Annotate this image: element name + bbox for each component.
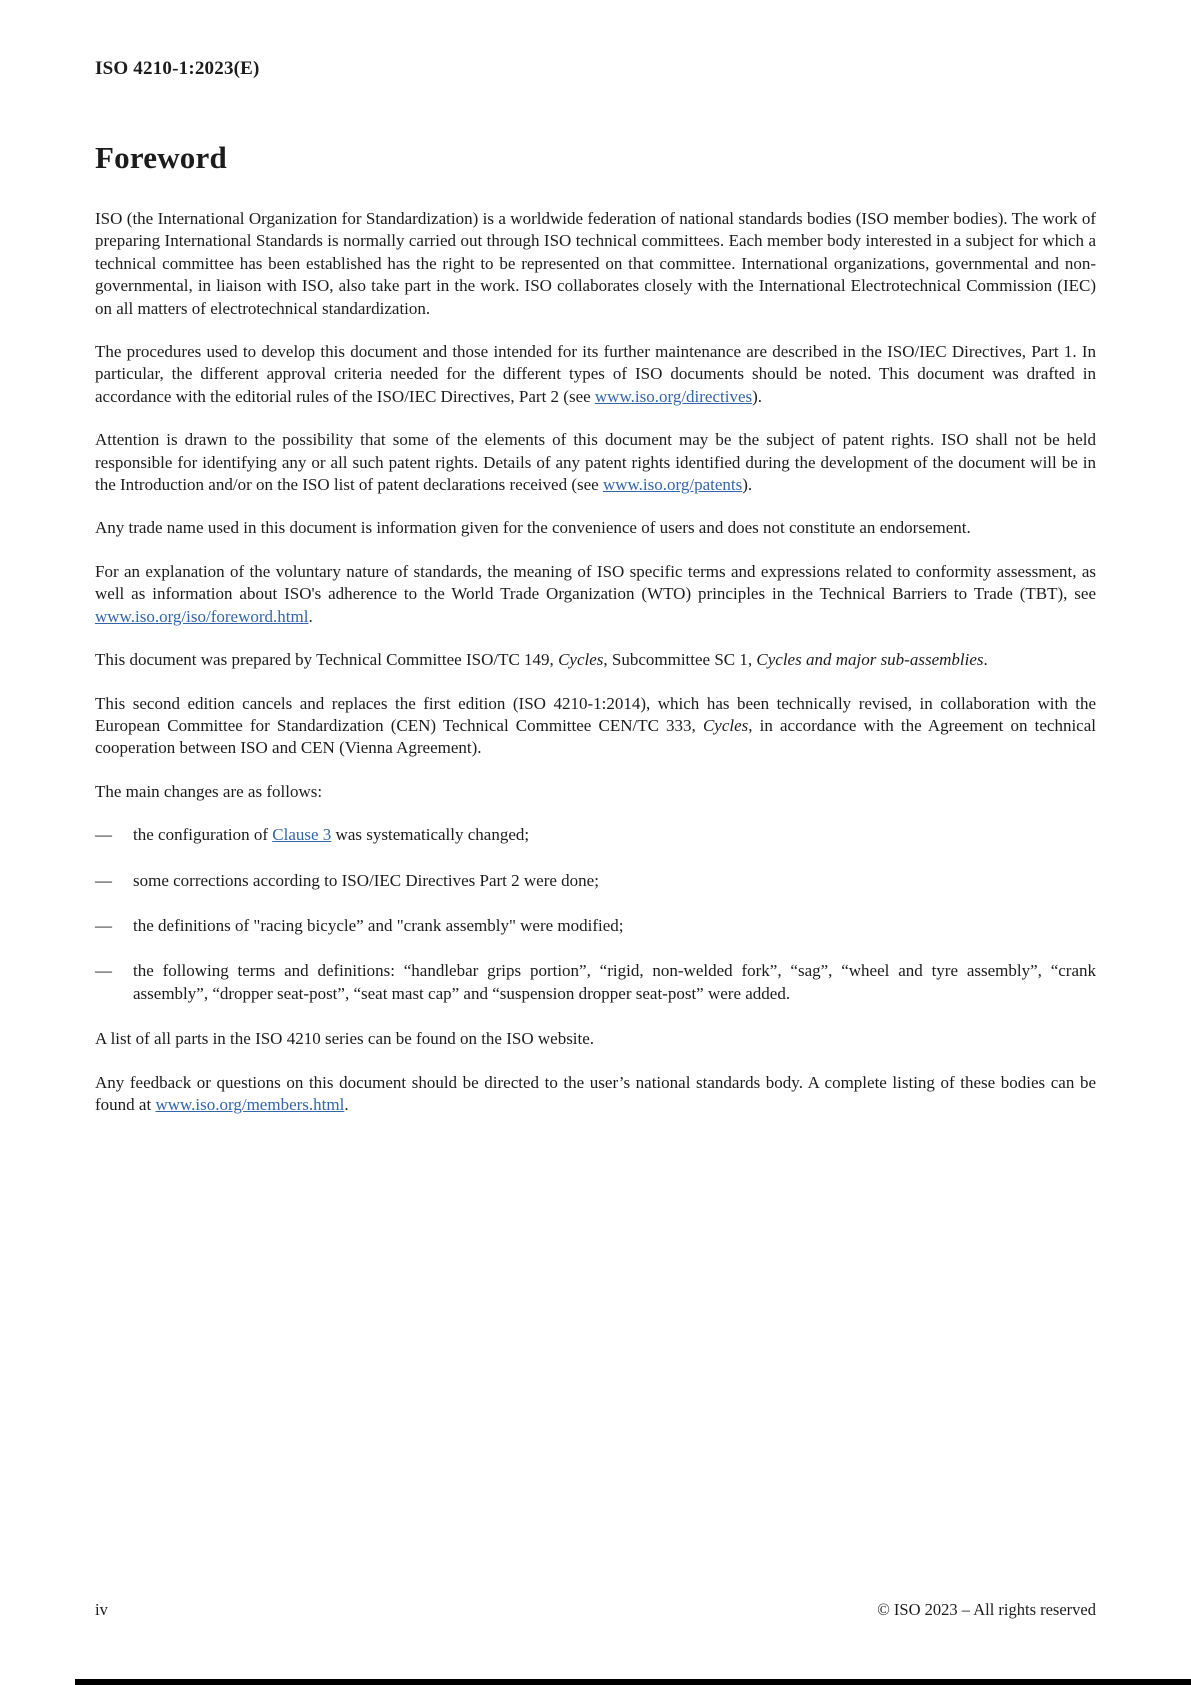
list-item bbox=[95, 870, 1096, 892]
text: ). bbox=[742, 475, 753, 495]
foreword-body bbox=[95, 208, 1096, 1116]
text: Attention is drawn to the possibility that some of the elements of this document may be the subject of patent rights. ISO shall not be held responsible for identifying any or all such patent rights. Details of any patent rights identified during the development of the document will be in the Introduction and/or on the ISO list of patent declarations received (see bbox=[95, 430, 1096, 495]
document-header: ISO 4210-1:2023(E) bbox=[95, 58, 260, 79]
list-dash: — bbox=[95, 961, 112, 981]
link[interactable]: Clause 3 bbox=[272, 825, 332, 845]
paragraph bbox=[95, 561, 1096, 628]
page-number: iv bbox=[95, 1600, 108, 1619]
text: the configuration of bbox=[133, 825, 273, 845]
text: , Subcommittee SC 1, bbox=[603, 650, 757, 670]
copyright-notice: © ISO 2023 – All rights reserved bbox=[877, 1600, 1096, 1619]
list-item bbox=[95, 824, 1096, 846]
paragraph bbox=[95, 1072, 1096, 1117]
paragraph bbox=[95, 649, 1096, 671]
text: the definitions of "racing bicycle” and "crank assembly" were modified; bbox=[133, 915, 624, 935]
text: . bbox=[983, 650, 988, 670]
page-footer bbox=[95, 1600, 1096, 1620]
list-item bbox=[95, 960, 1096, 1005]
list-dash: — bbox=[95, 870, 112, 890]
text: . bbox=[344, 1094, 349, 1114]
list-dash: — bbox=[95, 825, 112, 845]
list-dash: — bbox=[95, 915, 112, 935]
text: For an explanation of the voluntary nature of standards, the meaning of ISO specific terms and expressions related to conformity assessment, as well as information about ISO's adherence to the World Trade Organization (WTO) principles in the Technical Barriers to Trade (TBT), see bbox=[95, 561, 1096, 604]
italic-text: Cycles bbox=[558, 650, 604, 670]
italic-text: Cycles bbox=[702, 715, 749, 735]
text: The procedures used to develop this document and those intended for its further maintenance are described in the ISO/IEC Directives, Part 1. In particular, the different approval criteria needed for the different types of ISO documents should be noted. This document was drafted in accordance with the editorial rules of the ISO/IEC Directives, Part 2 (see bbox=[95, 342, 1096, 406]
paragraph bbox=[95, 208, 1096, 320]
list-item-text bbox=[133, 824, 1096, 846]
page-title: Foreword bbox=[95, 140, 227, 175]
paragraph bbox=[95, 429, 1096, 496]
list-item-text bbox=[133, 960, 1096, 1005]
text: The main changes are as follows: bbox=[95, 781, 323, 801]
link[interactable]: www.iso.org/members.html bbox=[155, 1094, 345, 1114]
text: . bbox=[308, 606, 313, 626]
text: A list of all parts in the ISO 4210 series can be found on the ISO website. bbox=[95, 1029, 595, 1049]
list-item-text bbox=[133, 915, 1096, 937]
text: some corrections according to ISO/IEC Directives Part 2 were done; bbox=[133, 870, 599, 890]
text: the following terms and definitions: “handlebar grips portion”, “rigid, non-welded fork”, “sag”, “wheel and tyre assembly”, “crank assembly”, “dropper seat-post”, “seat mast cap” and “suspension dropper seat-post” were added. bbox=[133, 961, 1096, 1003]
text: Any trade name used in this document is information given for the convenience of users and does not constitute an endorsement. bbox=[95, 518, 971, 538]
text: ). bbox=[752, 386, 763, 406]
text: This second edition cancels and replaces the first edition (ISO 4210-1:2014), which has been technically revised, in collaboration with the European Committee for Standardization (CEN) Technical Committee CEN/TC 333, bbox=[95, 693, 1096, 735]
bottom-bar bbox=[75, 1679, 1191, 1685]
text: ISO (the International Organization for Standardization) is a worldwide federation of national standards bodies (ISO member bodies). The work of preparing International Standards is normally carried out through ISO technical committees. Each member body interested in a subject for which a technical committee has been established has the right to be represented on that committee. International organizations, governmental and non-governmental, in liaison with ISO, also take part in the work. ISO collaborates closely with the International Electrotechnical Commission (IEC) on all matters of electrotechnical standardization. bbox=[95, 209, 1096, 318]
paragraph bbox=[95, 693, 1096, 760]
text: This document was prepared by Technical Committee ISO/TC 149, bbox=[95, 650, 559, 670]
paragraph bbox=[95, 517, 1096, 539]
text: , in accordance with the Agreement on technical cooperation between ISO and CEN (Vienna Agreement). bbox=[95, 715, 1096, 758]
italic-text: Cycles and major sub-assemblies bbox=[756, 650, 984, 670]
link[interactable]: www.iso.org/patents bbox=[602, 475, 743, 495]
link[interactable]: www.iso.org/iso/foreword.html bbox=[95, 606, 309, 626]
paragraph bbox=[95, 341, 1096, 408]
text: Any feedback or questions on this document should be directed to the user’s national standards body. A complete listing of these bodies can be found at bbox=[95, 1072, 1096, 1114]
paragraph bbox=[95, 1028, 1096, 1050]
paragraph bbox=[95, 781, 1096, 803]
text: was systematically changed; bbox=[331, 825, 530, 845]
list-item bbox=[95, 915, 1096, 937]
link[interactable]: www.iso.org/directives bbox=[594, 386, 753, 406]
list-item-text bbox=[133, 870, 1096, 892]
